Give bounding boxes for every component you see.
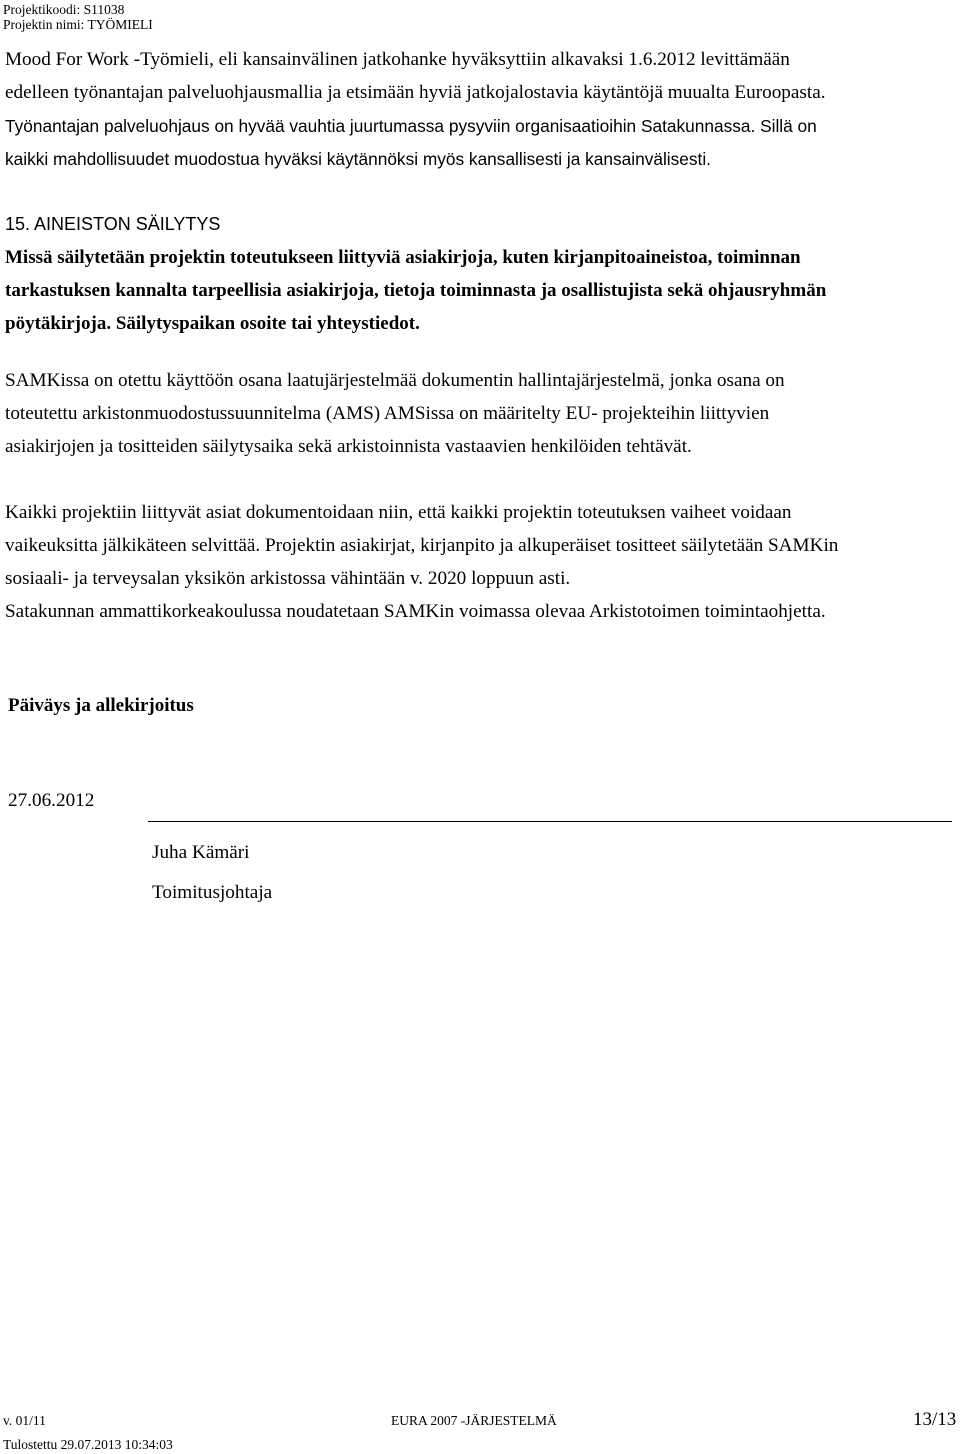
signature-date: 27.06.2012 <box>8 790 95 811</box>
paragraph-line: toteutettu arkistonmuodostussuunnitelma (AMS) AMSissa on määritelty EU- projekteihin liittyvien <box>5 403 770 424</box>
signature-line <box>148 821 952 822</box>
paragraph-line: SAMKissa on otettu käyttöön osana laatujärjestelmää dokumentin hallintajärjestelmä, jonka osana on <box>5 370 785 391</box>
footer-printed: Tulostettu 29.07.2013 10:34:03 <box>3 1437 173 1452</box>
paragraph-line: vaikeuksitta jälkikäteen selvittää. Projektin asiakirjat, kirjanpito ja alkuperäiset tositteet säilytetään SAMKin <box>5 535 839 556</box>
footer-version: v. 01/11 <box>3 1413 46 1428</box>
paragraph-line: sosiaali- ja terveysalan yksikön arkistossa vähintään v. 2020 loppuun asti. <box>5 568 571 589</box>
intro-line: edelleen työnantajan palveluohjausmallia ja etsimään hyviä jatkojalostavia käytäntöjä muualta Euroopasta. <box>5 82 826 103</box>
paragraph-line: Kaikki projektiin liittyvät asiat dokumentoidaan niin, että kaikki projektin toteutuksen vaiheet voidaan <box>5 502 792 523</box>
signer-name: Juha Kämäri <box>152 842 250 863</box>
footer-system: EURA 2007 -JÄRJESTELMÄ <box>391 1413 557 1428</box>
project-name: Projektin nimi: TYÖMIELI <box>3 17 153 32</box>
paragraph-line: asiakirjojen ja tositteiden säilytysaika sekä arkistoinnista vastaavien henkilöiden tehtävät. <box>5 436 692 457</box>
question-line: tarkastuksen kannalta tarpeellisia asiakirjoja, tietoja toiminnasta ja osallistujista sekä ohjausryhmän <box>5 280 827 301</box>
question-line: pöytäkirjoja. Säilytyspaikan osoite tai yhteystiedot. <box>5 313 420 334</box>
intro-line: Mood For Work -Työmieli, eli kansainvälinen jatkohanke hyväksyttiin alkavaksi 1.6.2012 levittämään <box>5 49 790 70</box>
question-line: Missä säilytetään projektin toteutukseen liittyviä asiakirjoja, kuten kirjanpitoaineistoa, toiminnan <box>5 247 801 268</box>
section-heading: 15. AINEISTON SÄILYTYS <box>5 214 221 234</box>
paragraph-line: Satakunnan ammattikorkeakoulussa noudatetaan SAMKin voimassa olevaa Arkistotoimen toimintaohjetta. <box>5 601 826 622</box>
signer-title: Toimitusjohtaja <box>152 882 273 903</box>
page-number: 13/13 <box>913 1409 957 1430</box>
intro-line: kaikki mahdollisuudet muodostua hyväksi käytännöksi myös kansallisesti ja kansainvälisesti. <box>5 149 711 169</box>
project-code: Projektikoodi: S11038 <box>3 2 125 17</box>
intro-line: Työnantajan palveluohjaus on hyvää vauhtia juurtumassa pysyviin organisaatioihin Satakunnassa. Sillä on <box>5 116 817 136</box>
signature-heading: Päiväys ja allekirjoitus <box>8 695 194 716</box>
